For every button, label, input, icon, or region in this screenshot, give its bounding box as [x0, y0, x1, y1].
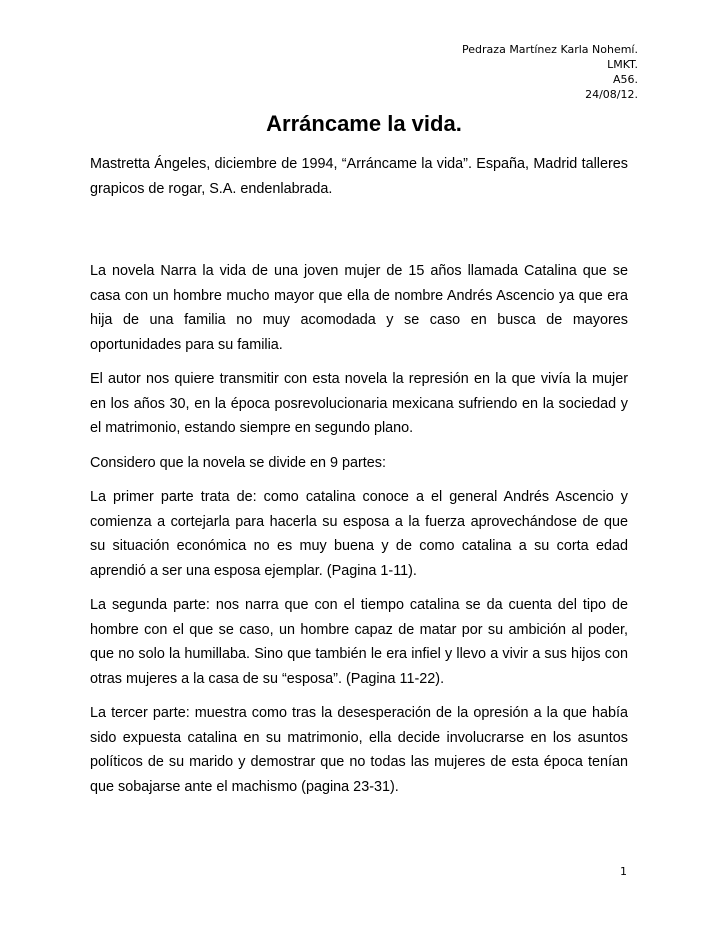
- page-header: [462, 42, 638, 102]
- document-title: Arráncame la vida.: [266, 111, 462, 136]
- paragraph-summary: La novela Narra la vida de una joven mujer de 15 años llamada Catalina que se casa con un hombre mucho mayor que ella de nombre Andrés Ascencio ya que era hija de una familia no muy acomodada y se caso en busca de mayores oportunidades para su familia.: [90, 263, 628, 353]
- header-date: 24/08/12.: [585, 88, 638, 101]
- paragraph-parts-intro: Considero que la novela se divide en 9 partes:: [90, 454, 386, 471]
- paragraph-citation: Mastretta Ángeles, diciembre de 1994, “Arráncame la vida”. España, Madrid talleres grapicos de rogar, S.A. endenlabrada.: [90, 156, 628, 197]
- document-body: [90, 152, 628, 809]
- paragraph-part-1: La primer parte trata de: como catalina conoce a el general Andrés Ascencio y comienza a cortejarla para hacerla su esposa a la fuerza aprovechándose de que su situación económica no es muy buena y de como catalina a su corta edad aprendió a ser una esposa ejemplar. (Pagina 1-11).: [90, 489, 628, 579]
- paragraph-author-intent: El autor nos quiere transmitir con esta novela la represión en la que vivía la mujer en los años 30, en la época posrevolucionaria mexicana sufriendo en la sociedad y el matrimonio, estando siempre en segundo plano.: [90, 371, 628, 436]
- header-author: Pedraza Martínez Karla Nohemí.: [462, 43, 638, 56]
- paragraph-part-2: La segunda parte: nos narra que con el tiempo catalina se da cuenta del tipo de hombre con el que se caso, un hombre capaz de matar por su ambición al poder, que no solo la humillaba. Sino que también le era infiel y llevo a vivir a sus hijos con otras mujeres a la casa de su “esposa”. (Pagina 11-22).: [90, 597, 628, 687]
- header-group: LMKT.: [607, 58, 638, 71]
- page-number: 1: [620, 865, 627, 878]
- header-section: A56.: [612, 73, 638, 86]
- paragraph-part-3: La tercer parte: muestra como tras la desesperación de la opresión a la que había sido expuesta catalina en su matrimonio, ella decide involucrarse en los asuntos políticos de su marido y demostrar que no todas las mujeres de esta época tenían que sobajarse ante el machismo (pagina 23-31).: [90, 705, 628, 795]
